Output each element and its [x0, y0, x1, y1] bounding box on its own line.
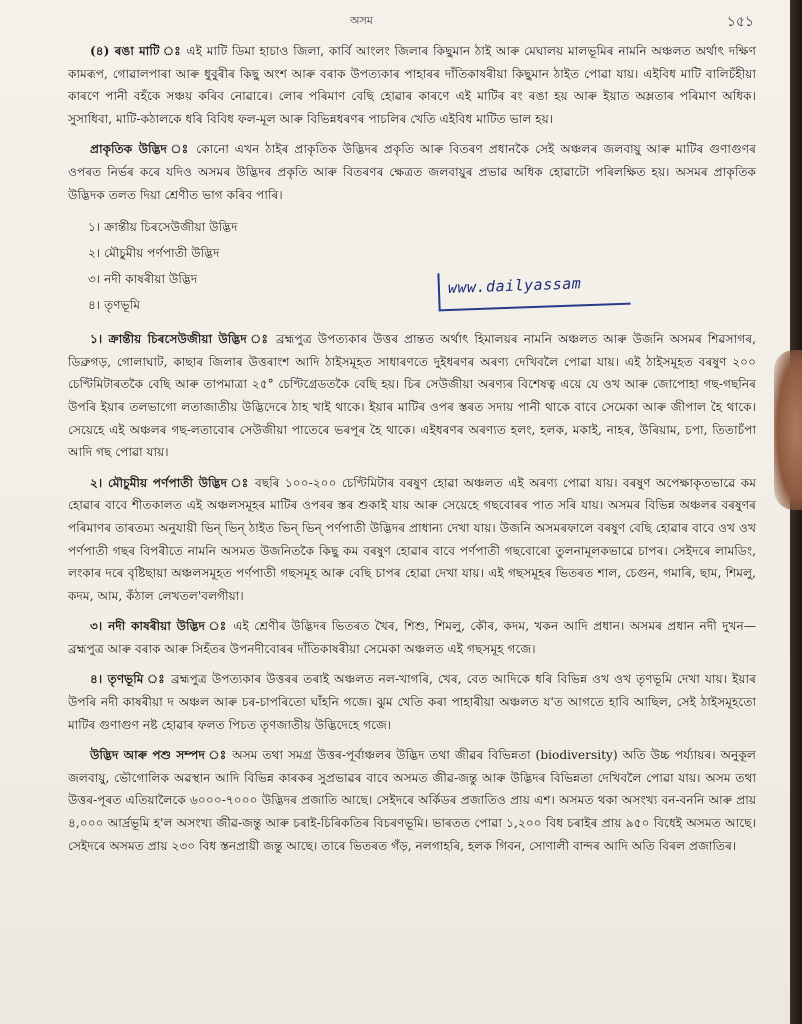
page-header — [0, 10, 790, 30]
text-red-soil: এই মাটি ডিমা হাচাও জিলা, কাৰ্বি আংলং জিলাৰ কিছুমান ঠাই আৰু মেঘালয় মালভূমিৰ নামনি অঞ্চলত অৰ্থাৎ দক্ষিণ কামৰূপ, গোৱালপাৰা আৰু ধুবুৰীৰ কিছু অংশ আৰু বৰাক উপত্যকাৰ পাহাৰৰ দাঁতিকাষৰীয়া কিছুমান ঠাইত পোৱা যায়। এইবিধ মাটি বালিচঁহীয়া কাৰণে পানী বহঁকে সঞ্চয় কৰিব নোৱাৰে। লোৰ পৰিমাণ বেছি হোৱাৰ কাৰণে এই মাটিৰ ৰং ৰঙা হয় আৰু ইয়াত অম্লতাৰ পৰিমাণ অধিক। সুসাধিবা, মাটি-কঠালকে ধৰি বিবিধ ফল-মূল আৰু বিভিন্নধৰণৰ পাচলিৰ খেতি এইবিধ মাটিত ভাল হয়। — [68, 44, 757, 126]
vegetation-list — [68, 214, 756, 318]
paragraph-monsoon-deciduous — [68, 472, 756, 608]
holding-finger — [774, 350, 802, 510]
paragraph-grassland — [68, 668, 756, 736]
heading-tropical-evergreen: ১। ক্ৰান্তীয় চিৰসেউজীয়া উদ্ভিদ ঃ — [90, 332, 271, 347]
paragraph-riverine — [68, 615, 756, 660]
paragraph-red-soil — [68, 40, 756, 130]
heading-grassland: ৪। তৃণভূমি ঃ — [90, 672, 166, 687]
paragraph-natural-vegetation — [68, 138, 756, 206]
watermark-stamp — [437, 267, 630, 312]
list-item: ৩। নদী কাষৰীয়া উদ্ভিদ — [88, 272, 198, 287]
heading-natural-vegetation: প্ৰাকৃতিক উদ্ভিদ ঃ — [90, 142, 191, 157]
text-grassland: ব্ৰহ্মপুত্ৰ উপত্যকাৰ উত্তৰৰ তৰাই অঞ্চলত নল-খাগৰি, খেৰ, বেত আদিকে ধৰি বিভিন্ন ওখ ওখ তৃণভূমি দেখা যায়। ইয়াৰ উপৰি নদী কাষৰীয়া দ অঞ্চল আৰু চৰ-চাপৰিতো ঘাঁহনি গজে। ঝুম খেতি কৰা পাহাৰীয়া অঞ্চলত য'ত আগতে হাবি আছিল, সেই ঠাইসমূহতো মাটিৰ গুণাগুণ নষ্ট হোৱাৰ ফলত পিচত তৃণজাতীয় উদ্ভিদেহে গজে। — [68, 672, 757, 732]
watermark-text: www.dailyassam — [447, 274, 582, 297]
text-tropical-evergreen: ব্ৰহ্মপুত্ৰ উপত্যকাৰ উত্তৰ প্ৰান্তত অৰ্থাৎ হিমালয়ৰ নামনি অঞ্চলত আৰু উজনি অসমৰ শিৱসাগৰ, ডিব্ৰুগড়, গোলাঘাট, কাছাৰ জিলাৰ উত্তৰাংশ আদি ঠাইসমূহত সাধাৰণতে দুইধৰণৰ অৰণ্য দেখিবলৈ পোৱা যায়। এই ঠাইসমূহত বৰষুণ ২০০ চেণ্টিমিটাৰতকৈ বেছি আৰু তাপমাত্ৰা ২৫° চেণ্টিগ্ৰেডতকৈ বেছি হয়। চিৰ সেউজীয়া অৰণ্যৰ বিশেষত্ব এয়ে যে ওখ আৰু জোপোহা গছ-গছনিৰ উপৰি ইয়াৰ তলভাগো লতাজাতীয় উদ্ভিদেৰে ঠাহ খাই থাকে। ইয়াৰ মাটিৰ ওপৰ স্তৰত সদায় পানী থাকে বাবে সেমেকা আৰু জীপাল হৈ থাকে। সেয়েহে এই অঞ্চলৰ গছ-লতাবোৰ সেউজীয়া পাতেৰে ভৰপূৰ হৈ থাকে। এইধৰণৰ অৰণ্যত হলং, হলক, মকাই, নাহৰ, উৰিয়াম, চপা, তিতাচঁপা আদি গছ পোৱা যায়। — [68, 332, 756, 460]
list-item: ২। মৌচুমীয় পৰ্ণপাতী উদ্ভিদ — [88, 246, 220, 261]
list-item: ৪। তৃণভূমি — [88, 298, 140, 313]
heading-riverine: ৩। নদী কাষৰীয়া উদ্ভিদ ঃ — [90, 619, 228, 634]
text-flora-fauna: অসম তথা সমগ্ৰ উত্তৰ-পূৰ্বাঞ্চলৰ উদ্ভিদ তথা জীৱৰ বিভিন্নতা (biodiversity) অতি উচ্চ পৰ্য্যায়ৰ। অনুকূল জলবায়ু, ভৌগোলিক অৱস্থান আদি বিভিন্ন কাৰকৰ সুপ্ৰভাৱৰ বাবে অসমত জীৱ-জন্তু আৰু উদ্ভিদৰ বিভিন্নতা দেখিবলৈ পোৱা যায়। অসম তথা উত্তৰ-পূৰত এতিয়ালৈকে ৬০০০-৭০০০ উদ্ভিদৰ প্ৰজাতি আছে। সেইদৰে অৰ্কিডৰ প্ৰজাতিও প্ৰায় এশ। অসমত থকা অসংখ্য বন-বননি আৰু প্ৰায় ৪,০০০ আৰ্দ্ৰভূমি হ'ল অসংখ্য জীৱ-জন্তু আৰু চৰাই-চিৰিকতিৰ বিচৰণভূমি। ভাৰতত পোৱা ১,২০০ বিধ চৰাইৰ প্ৰায় ৯৫০ বিধেই অসমত আছে। সেইদৰে অসমত প্ৰায় ২৩০ বিধ স্তনপ্ৰায়ী জন্তু আছে। তাৰে ভিতৰত গঁড়, নলগাহৰি, হলক গিবন, সোণালী বান্দৰ আদি অতি বিৰল প্ৰজাতিৰ। — [68, 748, 756, 853]
text-monsoon-deciduous: বছৰি ১০০-২০০ চেণ্টিমিটাৰ বৰষুণ হোৱা অঞ্চলত এই অৰণ্য পোৱা যায়। বৰষুণ অপেক্ষাকৃতভাৱে কম হোৱাৰ বাবে শীতকালত এই অঞ্চলসমূহৰ মাটিৰ ওপৰৰ স্তৰ শুকাই যায় আৰু সেয়েহে গছবোৰৰ পাত সৰি যায়। অসমৰ বিভিন্ন অঞ্চলৰ বৰষুণৰ পৰিমাণৰ তাৰতম্য অনুযায়ী ভিন্ ভিন্ ঠাইত ভিন্ ভিন্ পৰ্ণপাতী উদ্ভিদৰ প্ৰাধান্য দেখা যায়। উজনি অসমৰফালে বৰষুণ বেছি হোৱাৰ বাবে ওখ ওখ পৰ্ণপাতী গছৰ বিপৰীতে নামনি অসমত উজনিতকৈ কিছু কম বৰষুণ হোৱাৰ বাবে পৰ্ণপাতী গছবোৰো তুলনামূলকভাৱে চাপৰ। সেইদৰে লামডিং, লংকাৰ দৰে বৃষ্টিছায়া অঞ্চলসমূহত পৰ্ণপাতী গছসমূহ আৰু বেছি চাপৰ হোৱা দেখা যায়। এই গছসমূহৰ ভিতৰত শাল, চেগুন, গমাৰি, ছাম, শিমলু, কদম, আম, কঁঠাল লেখতল'বলগীয়া। — [68, 475, 756, 603]
page-shadow-edge — [790, 0, 802, 1024]
heading-flora-fauna: উদ্ভিদ আৰু পশু সম্পদ ঃ — [90, 748, 228, 763]
heading-red-soil: (৪) ৰঙা মাটি ঃ — [90, 44, 182, 58]
paragraph-flora-fauna — [68, 744, 756, 857]
running-title: অসম — [350, 14, 373, 27]
paragraph-tropical-evergreen — [68, 328, 756, 464]
heading-monsoon-deciduous: ২। মৌচুমীয় পৰ্ণপাতী উদ্ভিদ ঃ — [90, 475, 250, 490]
list-item: ১। ক্ৰান্তীয় চিৰসেউজীয়া উদ্ভিদ — [88, 220, 238, 235]
text-riverine: এই শ্ৰেণীৰ উদ্ভিদৰ ভিতৰত খৈৰ, শিশু, শিমলু, কৌৰ, কদম, খকন আদি প্ৰধান। অসমৰ প্ৰধান নদী দুখন— ব্ৰহ্মপুত্ৰ আৰু বৰাক আৰু সিহঁতৰ উপনদীবোৰৰ দাঁতিকাষৰীয়া সেমেকা অঞ্চলত এই গছসমূহ গজে। — [68, 619, 756, 656]
page-number: ১৫১ — [726, 14, 754, 30]
text-natural-vegetation: কোনো এখন ঠাইৰ প্ৰাকৃতিক উদ্ভিদৰ প্ৰকৃতি আৰু বিতৰণ প্ৰধানকৈ সেই অঞ্চলৰ জলবায়ু আৰু মাটিৰ গুণাগুণৰ ওপৰত নিৰ্ভৰ কৰে যদিও অসমৰ উদ্ভিদৰ প্ৰকৃতি আৰু বিতৰণৰ ক্ষেত্ৰত জলবায়ুৰ প্ৰভাৱ অধিক হোৱাটো পৰিলক্ষিত হয়। অসমৰ প্ৰাকৃতিক উদ্ভিদক তলত দিয়া শ্ৰেণীত ভাগ কৰিব পাৰি। — [68, 142, 757, 202]
page-body — [68, 40, 756, 865]
